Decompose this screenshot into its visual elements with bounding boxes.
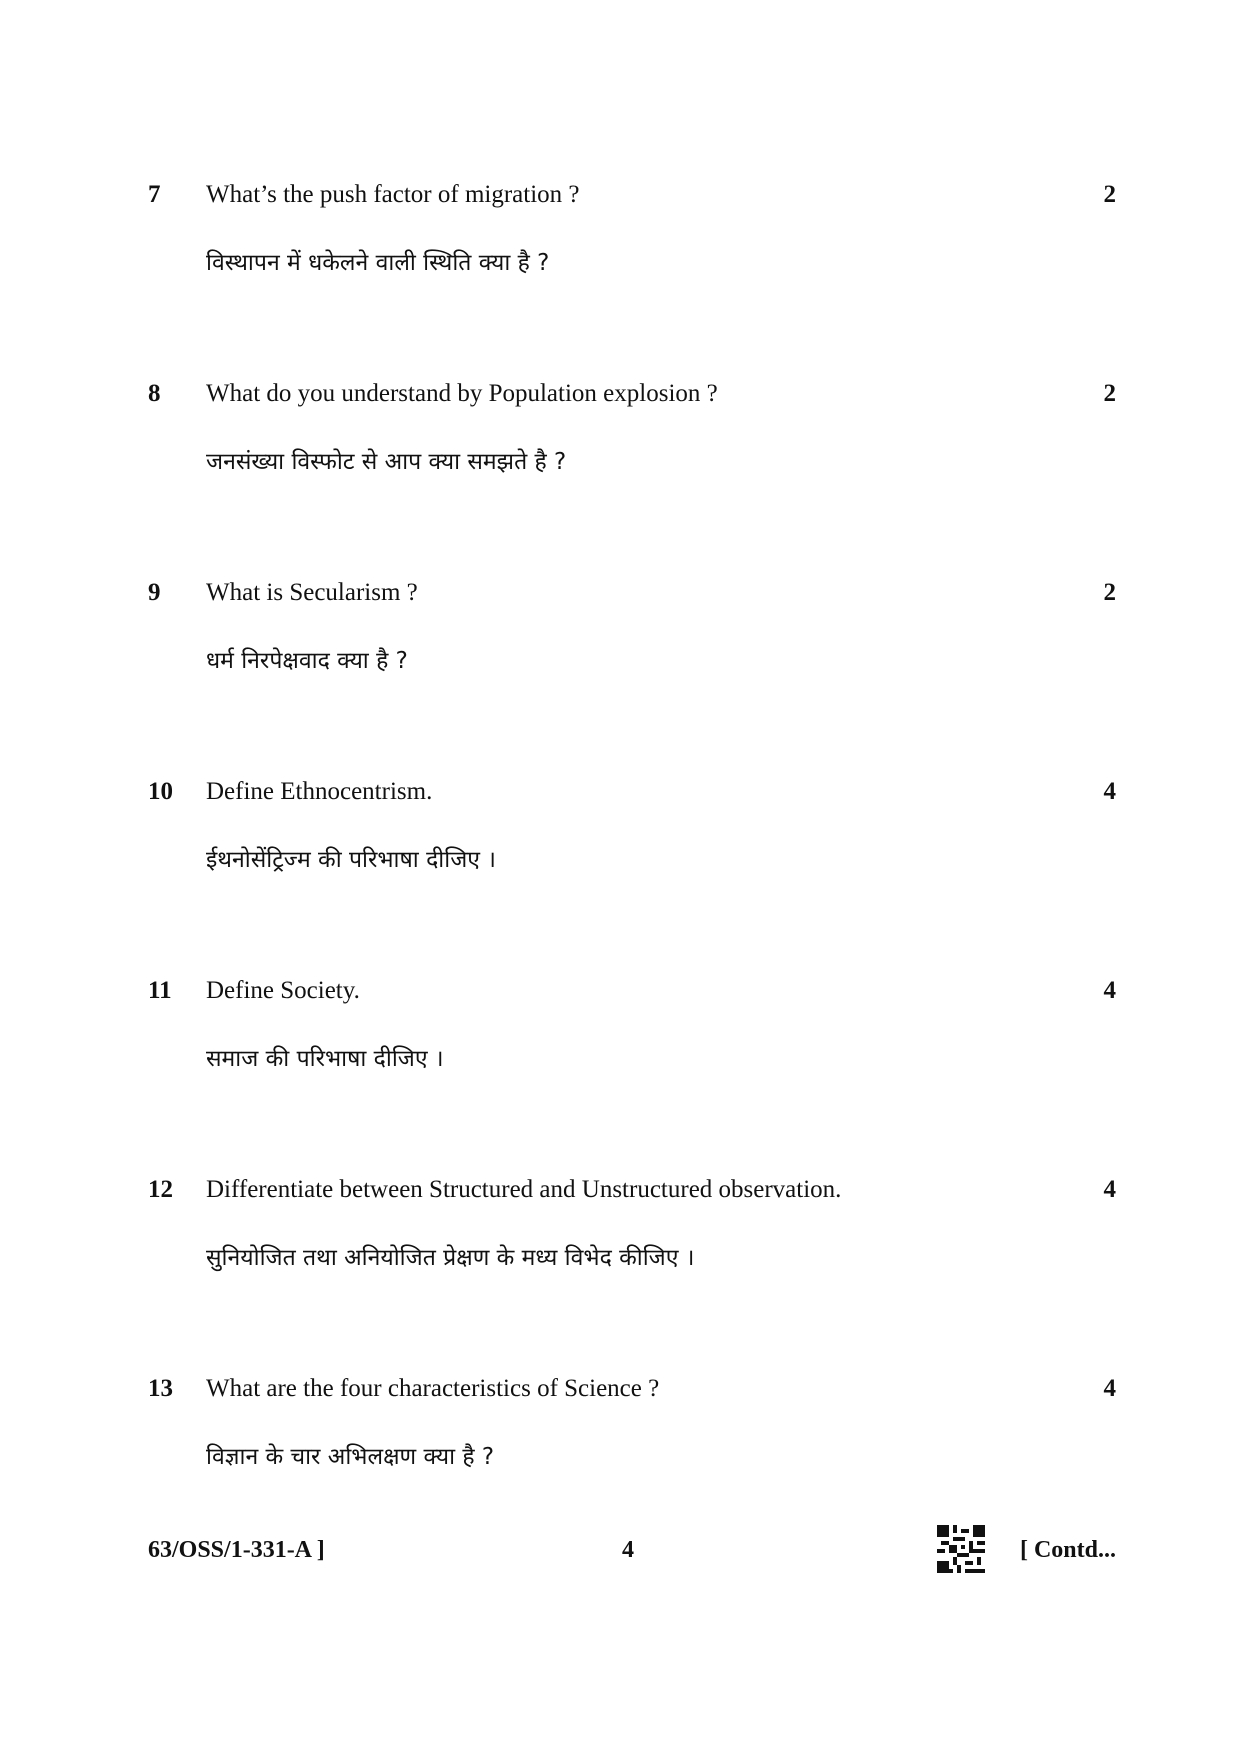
question-marks: 2	[1103, 579, 1116, 606]
question-10	[0, 777, 1240, 897]
question-text-hindi: ईथनोसेंट्रिज्म की परिभाषा दीजिए ।	[206, 847, 497, 873]
question-11	[0, 976, 1240, 1096]
page-footer	[0, 1525, 1240, 1585]
question-text-english: Differentiate between Structured and Unstructured observation.	[206, 1176, 842, 1203]
question-marks: 4	[1103, 778, 1116, 805]
question-marks: 4	[1103, 1375, 1116, 1402]
question-marks: 2	[1103, 181, 1116, 208]
question-number: 13	[148, 1375, 173, 1402]
question-text-english: Define Society.	[206, 977, 360, 1004]
question-text-hindi: जनसंख्या विस्फोट से आप क्या समझते है ?	[206, 449, 567, 475]
question-number: 12	[148, 1176, 173, 1203]
question-8	[0, 379, 1240, 499]
question-number: 8	[148, 380, 161, 407]
question-text-hindi: सुनियोजित तथा अनियोजित प्रेक्षण के मध्य विभेद कीजिए ।	[206, 1245, 695, 1271]
question-marks: 2	[1103, 380, 1116, 407]
question-number: 9	[148, 579, 161, 606]
question-number: 10	[148, 778, 173, 805]
question-7	[0, 180, 1240, 300]
qr-code-icon	[937, 1525, 985, 1573]
question-text-hindi: विस्थापन में धकेलने वाली स्थिति क्या है ?	[206, 250, 550, 276]
question-marks: 4	[1103, 977, 1116, 1004]
continued-label: [ Contd...	[1019, 1537, 1116, 1563]
question-13	[0, 1374, 1240, 1494]
question-text-english: What’s the push factor of migration ?	[206, 181, 580, 208]
question-text-english: What is Secularism ?	[206, 579, 418, 606]
question-12	[0, 1175, 1240, 1295]
question-text-hindi: समाज की परिभाषा दीजिए ।	[206, 1046, 444, 1072]
question-text-english: Define Ethnocentrism.	[206, 778, 433, 805]
question-number: 7	[148, 181, 161, 208]
question-text-hindi: विज्ञान के चार अभिलक्षण क्या है ?	[206, 1444, 495, 1470]
question-marks: 4	[1103, 1176, 1116, 1203]
question-number: 11	[148, 977, 172, 1004]
question-text-hindi: धर्म निरपेक्षवाद क्या है ?	[206, 648, 408, 674]
paper-code: 63/OSS/1-331-A ]	[148, 1537, 325, 1563]
question-text-english: What are the four characteristics of Science ?	[206, 1375, 660, 1402]
question-9	[0, 578, 1240, 698]
page-number: 4	[622, 1537, 634, 1563]
question-text-english: What do you understand by Population explosion ?	[206, 380, 718, 407]
